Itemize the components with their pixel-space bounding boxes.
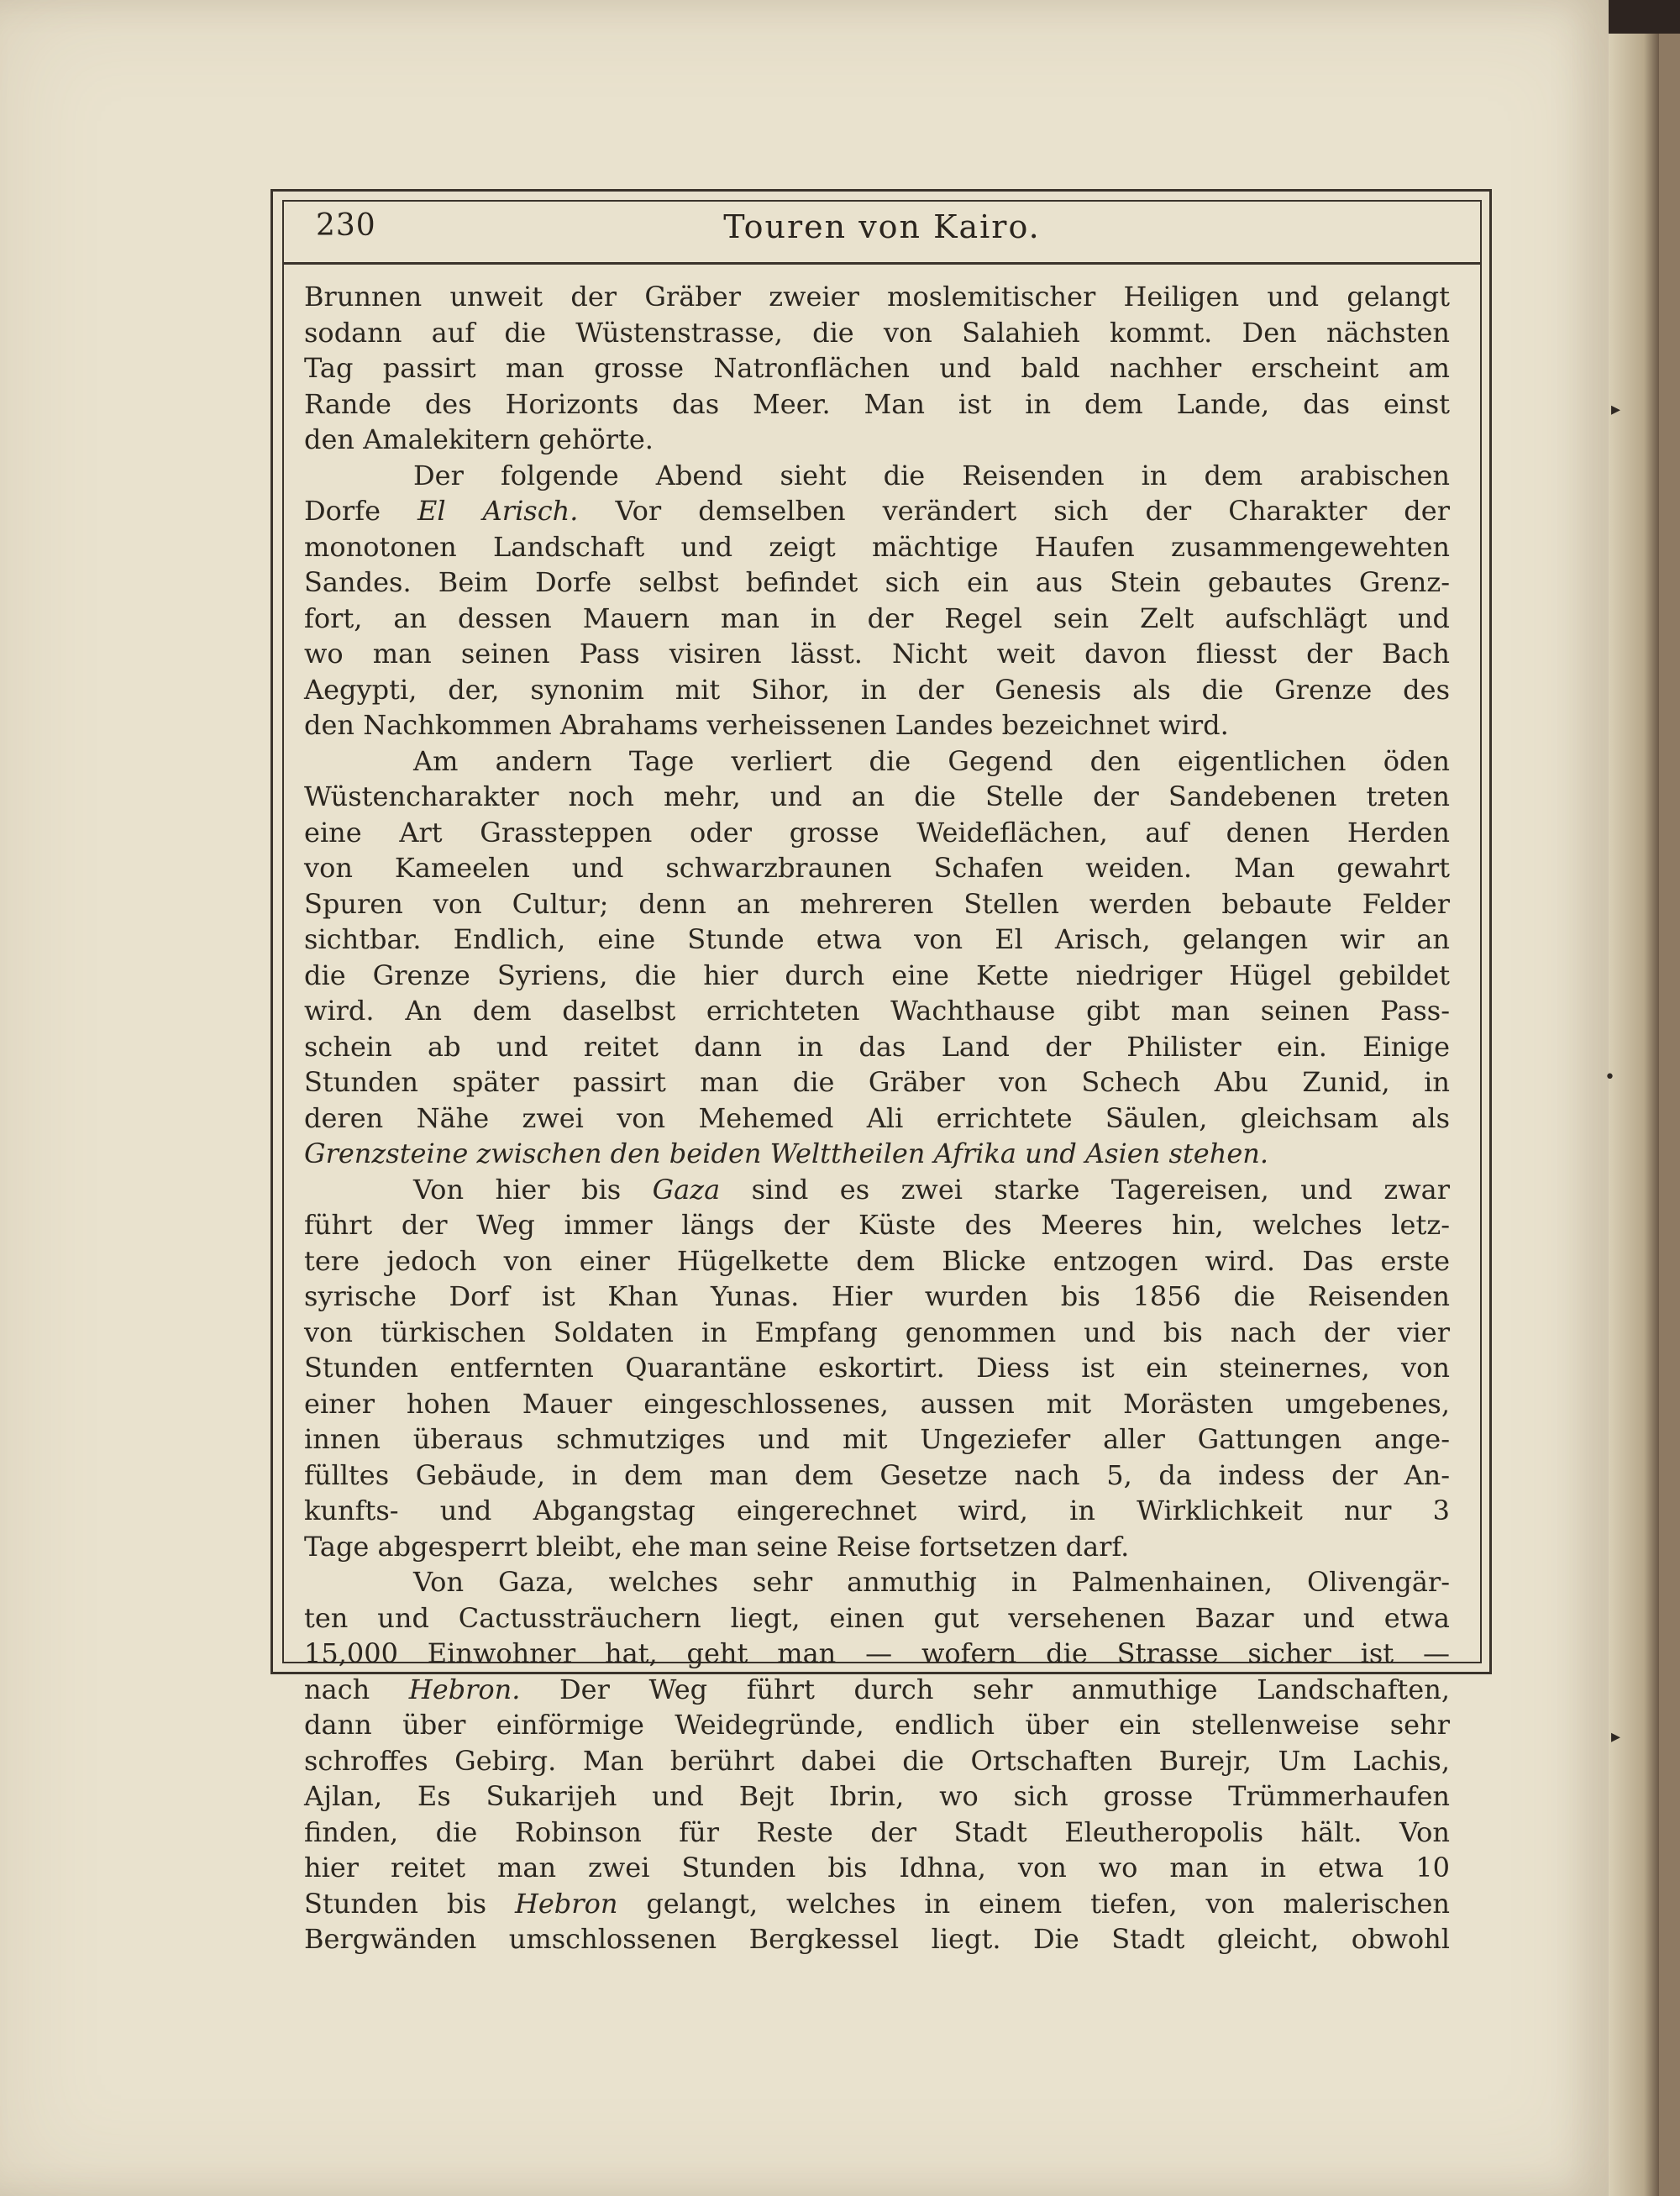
line: innen überaus schmutziges und mit Ungeziefer aller Gattungen ange- — [304, 1423, 1450, 1455]
place-name-hebron: Hebron — [514, 1887, 618, 1920]
line: von türkischen Soldaten in Empfang genommen und bis nach der vier — [304, 1316, 1450, 1348]
paragraph-1-last-line — [304, 422, 1450, 458]
paragraph-3 — [304, 743, 1450, 1137]
line: Spuren von Cultur; denn an mehreren Stellen werden bebaute Felder — [304, 887, 1450, 920]
margin-mark: ▸ — [1611, 399, 1621, 420]
line: den Amalekitern gehörte. — [304, 423, 654, 455]
line: Sandes. Beim Dorfe selbst befindet sich ein aus Stein gebautes Grenz- — [304, 566, 1450, 598]
line: eine Art Grassteppen oder grosse Weideflächen, auf denen Herden — [304, 816, 1450, 848]
line-part: nach — [304, 1673, 409, 1705]
line: von Kameelen und schwarzbraunen Schafen weiden. Man gewahrt — [304, 852, 1450, 884]
line: schroffes Gebirg. Man berührt dabei die Ortschaften Burejr, Um Lachis, — [304, 1744, 1450, 1777]
line: deren Nähe zwei von Mehemed Ali errichtete Säulen, gleichsam als — [304, 1101, 1450, 1134]
line: Stunden später passirt man die Gräber von Schech Abu Zunid, in — [304, 1066, 1450, 1098]
place-name-el-arisch: El Arisch. — [417, 495, 579, 527]
margin-mark: • — [1604, 1067, 1615, 1088]
paragraph-3-last-line — [304, 1136, 1450, 1172]
line: führt der Weg immer längs der Küste des Meeres hin, welches letz- — [304, 1209, 1450, 1241]
line: Brunnen unweit der Gräber zweier moslemitischer Heiligen und gelangt — [304, 281, 1450, 313]
line: Der folgende Abend sieht die Reisenden in dem arabischen — [413, 459, 1450, 491]
page-number: 230 — [316, 208, 376, 243]
running-head: Touren von Kairo. — [723, 208, 1041, 245]
line: die Grenze Syriens, die hier durch eine Kette niedriger Hügel gebildet — [304, 959, 1450, 991]
line: 15,000 Einwohner hat, geht man — wofern die Strasse sicher ist — — [304, 1637, 1450, 1669]
line: den Nachkommen Abrahams verheissenen Landes bezeichnet wird. — [304, 709, 1229, 741]
line: Rande des Horizonts das Meer. Man ist in dem Lande, das einst — [304, 387, 1450, 420]
paragraph-4-last-line — [304, 1529, 1450, 1565]
line: Ajlan, Es Sukarijeh und Bejt Ibrin, wo sich grosse Trümmerhaufen — [304, 1780, 1450, 1812]
line: finden, die Robinson für Reste der Stadt Eleutheropolis hält. Von — [304, 1815, 1450, 1848]
paragraph-2 — [304, 458, 1450, 708]
header-rule — [284, 262, 1480, 265]
paragraph-1 — [304, 279, 1450, 422]
line: Tag passirt man grosse Natronflächen und bald nachher erscheint am — [304, 352, 1450, 384]
line: Wüstencharakter noch mehr, und an die Stelle der Sandebenen treten — [304, 780, 1450, 812]
line: einer hohen Mauer eingeschlossenes, aussen mit Morästen umgebenes, — [304, 1387, 1450, 1420]
line: hier reitet man zwei Stunden bis Idhna, von wo man in etwa 10 — [304, 1852, 1450, 1883]
place-name-gaza: Gaza — [652, 1173, 721, 1206]
line: Grenzsteine zwischen den beiden Welttheilen Afrika und Asien stehen. — [304, 1137, 1269, 1169]
line: dann über einförmige Weidegründe, endlich über ein stellenweise sehr — [304, 1709, 1450, 1741]
line: sodann auf die Wüstenstrasse, die von Salahieh kommt. Den nächsten — [304, 316, 1450, 349]
line: wo man seinen Pass visiren lässt. Nicht weit davon fliesst der Bach — [304, 638, 1450, 670]
line: wird. An dem daselbst errichteten Wachthause gibt man seinen Pass- — [304, 995, 1450, 1027]
line: fort, an dessen Mauern man in der Regel sein Zelt aufschlägt und — [304, 602, 1450, 634]
place-name-hebron: Hebron. — [408, 1673, 521, 1705]
line: Von Gaza, welches sehr anmuthig in Palmenhainen, Olivengär- — [413, 1566, 1450, 1598]
paragraph-5 — [304, 1564, 1450, 1957]
line: sichtbar. Endlich, eine Stunde etwa von El Arisch, gelangen wir an — [304, 923, 1450, 955]
line-part: Dorfe — [304, 495, 418, 527]
line: Tage abgesperrt bleibt, ehe man seine Reise fortsetzen darf. — [304, 1530, 1130, 1563]
line-part: Stunden bis — [304, 1887, 515, 1920]
line: fülltes Gebäude, in dem man dem Gesetze nach 5, da indess der An- — [304, 1458, 1450, 1491]
body-text — [304, 279, 1450, 1957]
page-edge-shading — [1609, 34, 1659, 2196]
paragraph-4 — [304, 1172, 1450, 1529]
line-part: gelangt, welches in einem tiefen, von malerischen — [617, 1887, 1451, 1920]
line: syrische Dorf ist Khan Yunas. Hier wurden bis 1856 die Reisenden — [304, 1280, 1450, 1312]
line: kunfts- und Abgangstag eingerechnet wird, in Wirklichkeit nur 3 — [304, 1495, 1450, 1526]
line-part: Der Weg führt durch sehr anmuthige Landschaften, — [520, 1673, 1451, 1705]
line: Stunden entfernten Quarantäne eskortirt. Diess ist ein steinernes, von — [304, 1352, 1450, 1384]
paragraph-2-last-line — [304, 707, 1450, 743]
line-part: sind es zwei starke Tagereisen, und zwar — [720, 1173, 1451, 1206]
line-part: Vor demselben verändert sich der Charakter der — [578, 495, 1450, 527]
line: monotonen Landschaft und zeigt mächtige Haufen zusammengewehten — [304, 530, 1450, 563]
line: tere jedoch von einer Hügelkette dem Blicke entzogen wird. Das erste — [304, 1244, 1450, 1277]
line: ten und Cactussträuchern liegt, einen gut versehenen Bazar und etwa — [304, 1601, 1450, 1634]
line: Am andern Tage verliert die Gegend den eigentlichen öden — [413, 744, 1450, 777]
line: schein ab und reitet dann in das Land der Philister ein. Einige — [304, 1030, 1450, 1063]
line-part: Von hier bis — [413, 1173, 653, 1206]
line: Bergwänden umschlossenen Bergkessel liegt. Die Stadt gleicht, obwohl — [304, 1923, 1450, 1955]
line: Aegypti, der, synonim mit Sihor, in der Genesis als die Grenze des — [304, 673, 1450, 706]
margin-mark: ▸ — [1611, 1726, 1621, 1747]
